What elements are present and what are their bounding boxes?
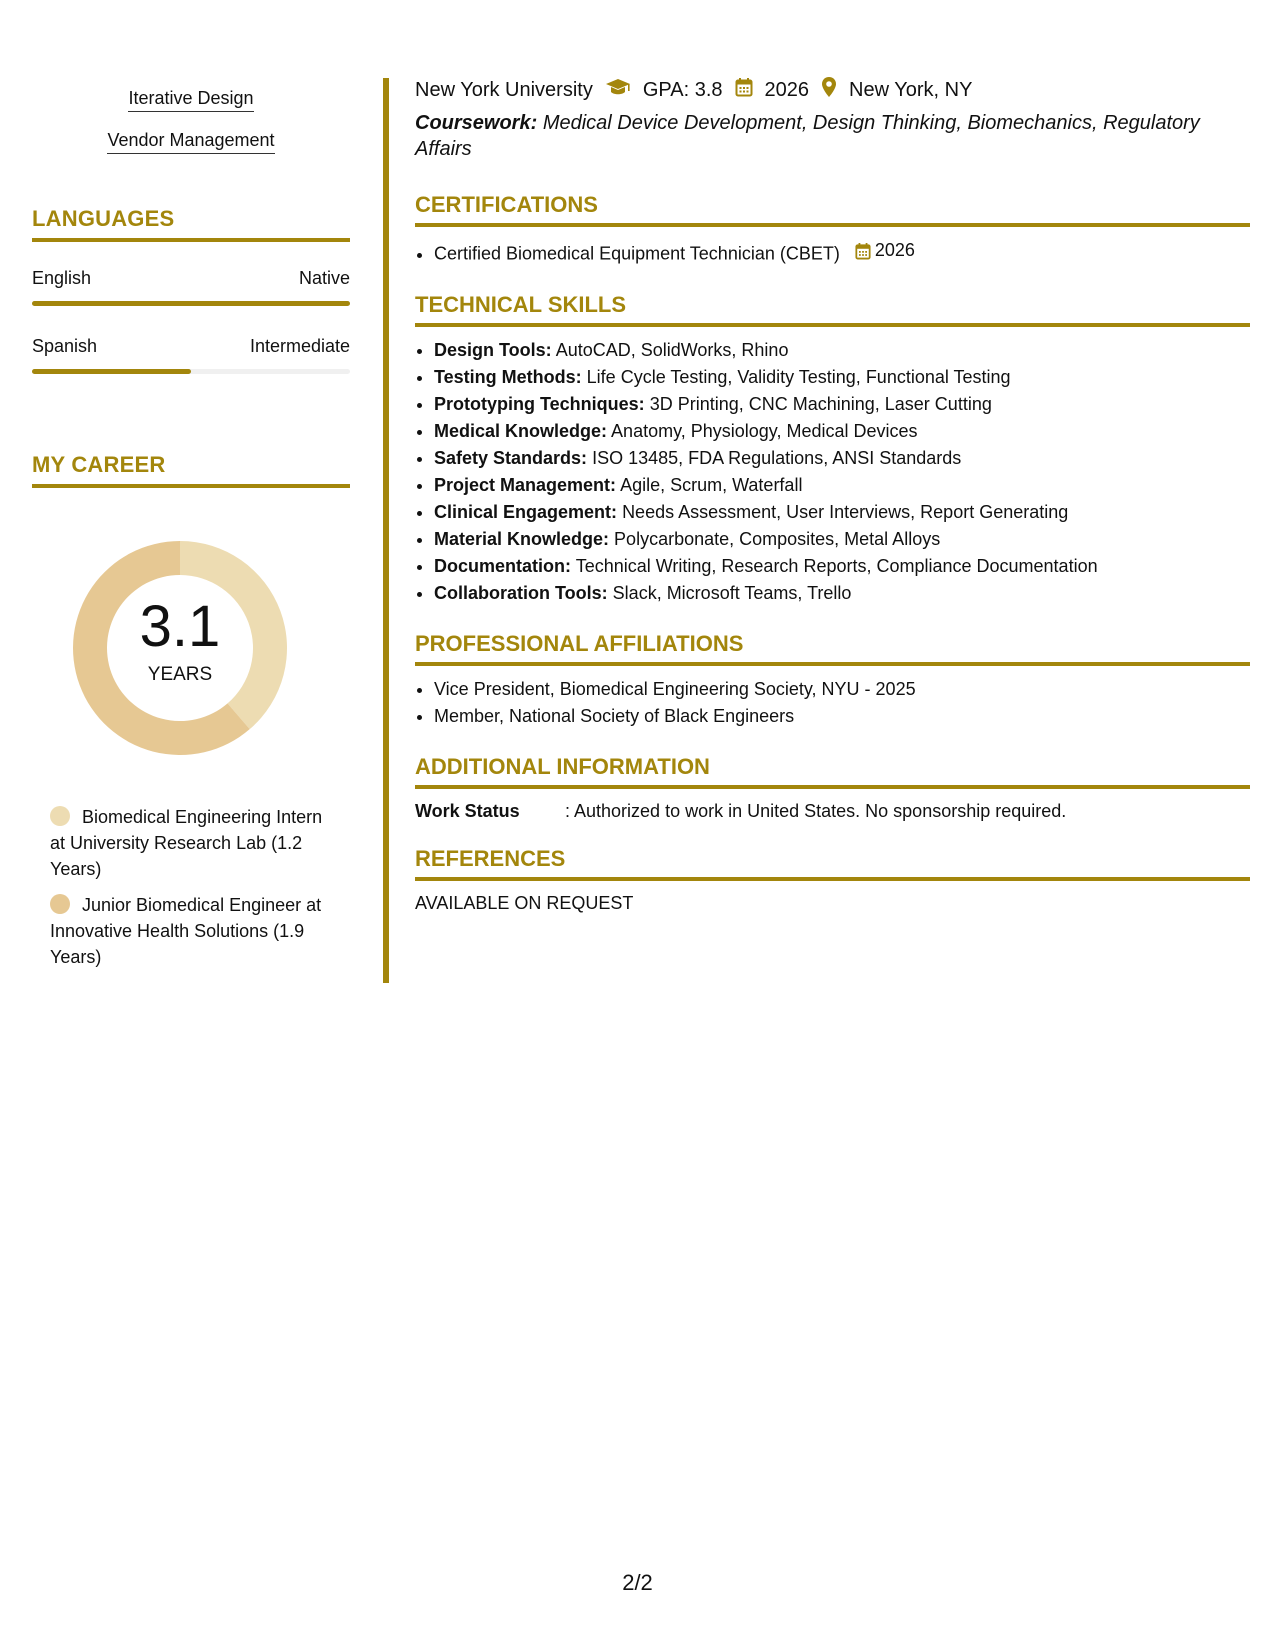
skill-label: Medical Knowledge:	[434, 420, 608, 441]
school-name: New York University	[415, 78, 593, 101]
language-proficiency-bar	[32, 369, 350, 374]
gpa: GPA: 3.8	[642, 78, 723, 101]
skill-label: Collaboration Tools:	[434, 582, 608, 603]
technical-skills-heading: TECHNICAL SKILLS	[415, 291, 627, 317]
main-column	[415, 76, 1250, 914]
coursework-text: Medical Device Development, Design Thinking, Biomechanics, Regulatory Affairs	[415, 112, 1200, 160]
language-level: Intermediate	[249, 336, 350, 356]
skill-value: Needs Assessment, User Interviews, Report Generating	[622, 501, 1069, 522]
map-pin-icon	[821, 76, 837, 104]
certification-date: 2026	[874, 240, 915, 260]
list-item	[434, 337, 1250, 364]
sidebar	[32, 60, 350, 970]
career-rule	[32, 484, 350, 488]
language-level: Native	[298, 268, 350, 288]
list-item	[434, 553, 1250, 580]
career-donut-chart	[60, 528, 300, 768]
skill-label: Documentation:	[434, 555, 571, 576]
skill-value: AutoCAD, SolidWorks, Rhino	[555, 339, 789, 360]
career-legend-dot	[50, 894, 70, 914]
info-key: Work Status	[415, 800, 520, 821]
career-total-years: 3.1	[139, 594, 221, 659]
skill-value: ISO 13485, FDA Regulations, ANSI Standards	[592, 447, 962, 468]
skill-link[interactable]: Vendor Management	[107, 130, 274, 154]
coursework	[415, 110, 1250, 162]
skill-label: Design Tools:	[434, 339, 552, 360]
career-item	[50, 804, 332, 882]
list-item: • Vice President, Biomedical Engineering Society, NYU - 2025	[434, 676, 1250, 703]
career-total-unit: YEARS	[147, 664, 213, 685]
language-name: Spanish	[32, 336, 98, 356]
skill-link[interactable]: Iterative Design	[128, 88, 253, 112]
skill-value: Life Cycle Testing, Validity Testing, Functional Testing	[586, 366, 1011, 387]
references-rule	[415, 877, 1250, 881]
skill-links	[32, 88, 350, 172]
career-item-text: Biomedical Engineering Intern at University Research Lab (1.2 Years)	[50, 807, 323, 879]
additional-info-heading: ADDITIONAL INFORMATION	[415, 753, 710, 779]
coursework-label: Coursework:	[415, 112, 538, 134]
list-item	[434, 580, 1250, 607]
certifications-rule	[415, 223, 1250, 227]
skill-value: Polycarbonate, Composites, Metal Alloys	[614, 528, 941, 549]
languages-section	[32, 206, 350, 374]
certification-name: Certified Biomedical Equipment Technician (CBET)	[434, 243, 840, 264]
skill-value: Technical Writing, Research Reports, Compliance Documentation	[575, 555, 1098, 576]
graduation-year: 2026	[764, 78, 810, 101]
certifications-heading: CERTIFICATIONS	[415, 192, 598, 217]
location: New York, NY	[849, 78, 973, 101]
career-item-text: Junior Biomedical Engineer at Innovative Health Solutions (1.9 Years)	[50, 895, 322, 967]
language-proficiency-fill	[32, 369, 191, 374]
skill-label: Safety Standards:	[434, 447, 588, 468]
list-item	[434, 364, 1250, 391]
career-heading: MY CAREER	[32, 452, 166, 477]
list-item	[434, 445, 1250, 472]
list-item	[434, 418, 1250, 445]
certifications-list	[415, 237, 1250, 268]
list-item: • Member, National Society of Black Engineers	[434, 703, 1250, 730]
affiliations-rule	[415, 662, 1250, 666]
additional-info-rule	[415, 785, 1250, 789]
list-item	[434, 391, 1250, 418]
skill-label: Prototyping Techniques:	[434, 393, 645, 414]
graduation-cap-icon	[605, 77, 631, 103]
affiliations-heading: PROFESSIONAL AFFILIATIONS	[415, 630, 744, 656]
list-item	[434, 526, 1250, 553]
career-section	[32, 452, 350, 970]
skill-label: Clinical Engagement:	[434, 501, 618, 522]
language-row	[32, 268, 350, 289]
language-proficiency-fill	[32, 301, 350, 306]
language-row	[32, 336, 350, 357]
career-item	[50, 892, 332, 970]
skill-label: Material Knowledge:	[434, 528, 610, 549]
column-divider	[383, 78, 389, 983]
technical-skills-rule	[415, 323, 1250, 327]
languages-rule	[32, 238, 350, 242]
calendar-icon	[735, 77, 753, 103]
language-name: English	[32, 268, 92, 288]
language-proficiency-bar	[32, 301, 350, 306]
list-item	[434, 237, 1250, 268]
languages-heading: LANGUAGES	[32, 206, 175, 231]
skill-value: 3D Printing, CNC Machining, Laser Cutting	[649, 393, 992, 414]
career-legend-dot	[50, 806, 70, 826]
skill-label: Project Management:	[434, 474, 617, 495]
technical-skills-list	[415, 337, 1250, 607]
list-item	[434, 499, 1250, 526]
list-item	[434, 472, 1250, 499]
info-row	[415, 801, 1250, 822]
references-heading: REFERENCES	[415, 845, 566, 871]
references-text: AVAILABLE ON REQUEST	[415, 892, 634, 913]
affiliations-list	[415, 676, 1250, 730]
skill-value: Agile, Scrum, Waterfall	[620, 474, 803, 495]
calendar-icon	[855, 242, 871, 260]
education-line	[415, 76, 1250, 104]
page-number: 2/2	[622, 1570, 653, 1595]
skill-value: Slack, Microsoft Teams, Trello	[612, 582, 852, 603]
skill-label: Testing Methods:	[434, 366, 582, 387]
info-value: : Authorized to work in United States. No sponsorship required.	[565, 800, 1067, 821]
skill-value: Anatomy, Physiology, Medical Devices	[611, 420, 918, 441]
career-list	[32, 804, 350, 970]
